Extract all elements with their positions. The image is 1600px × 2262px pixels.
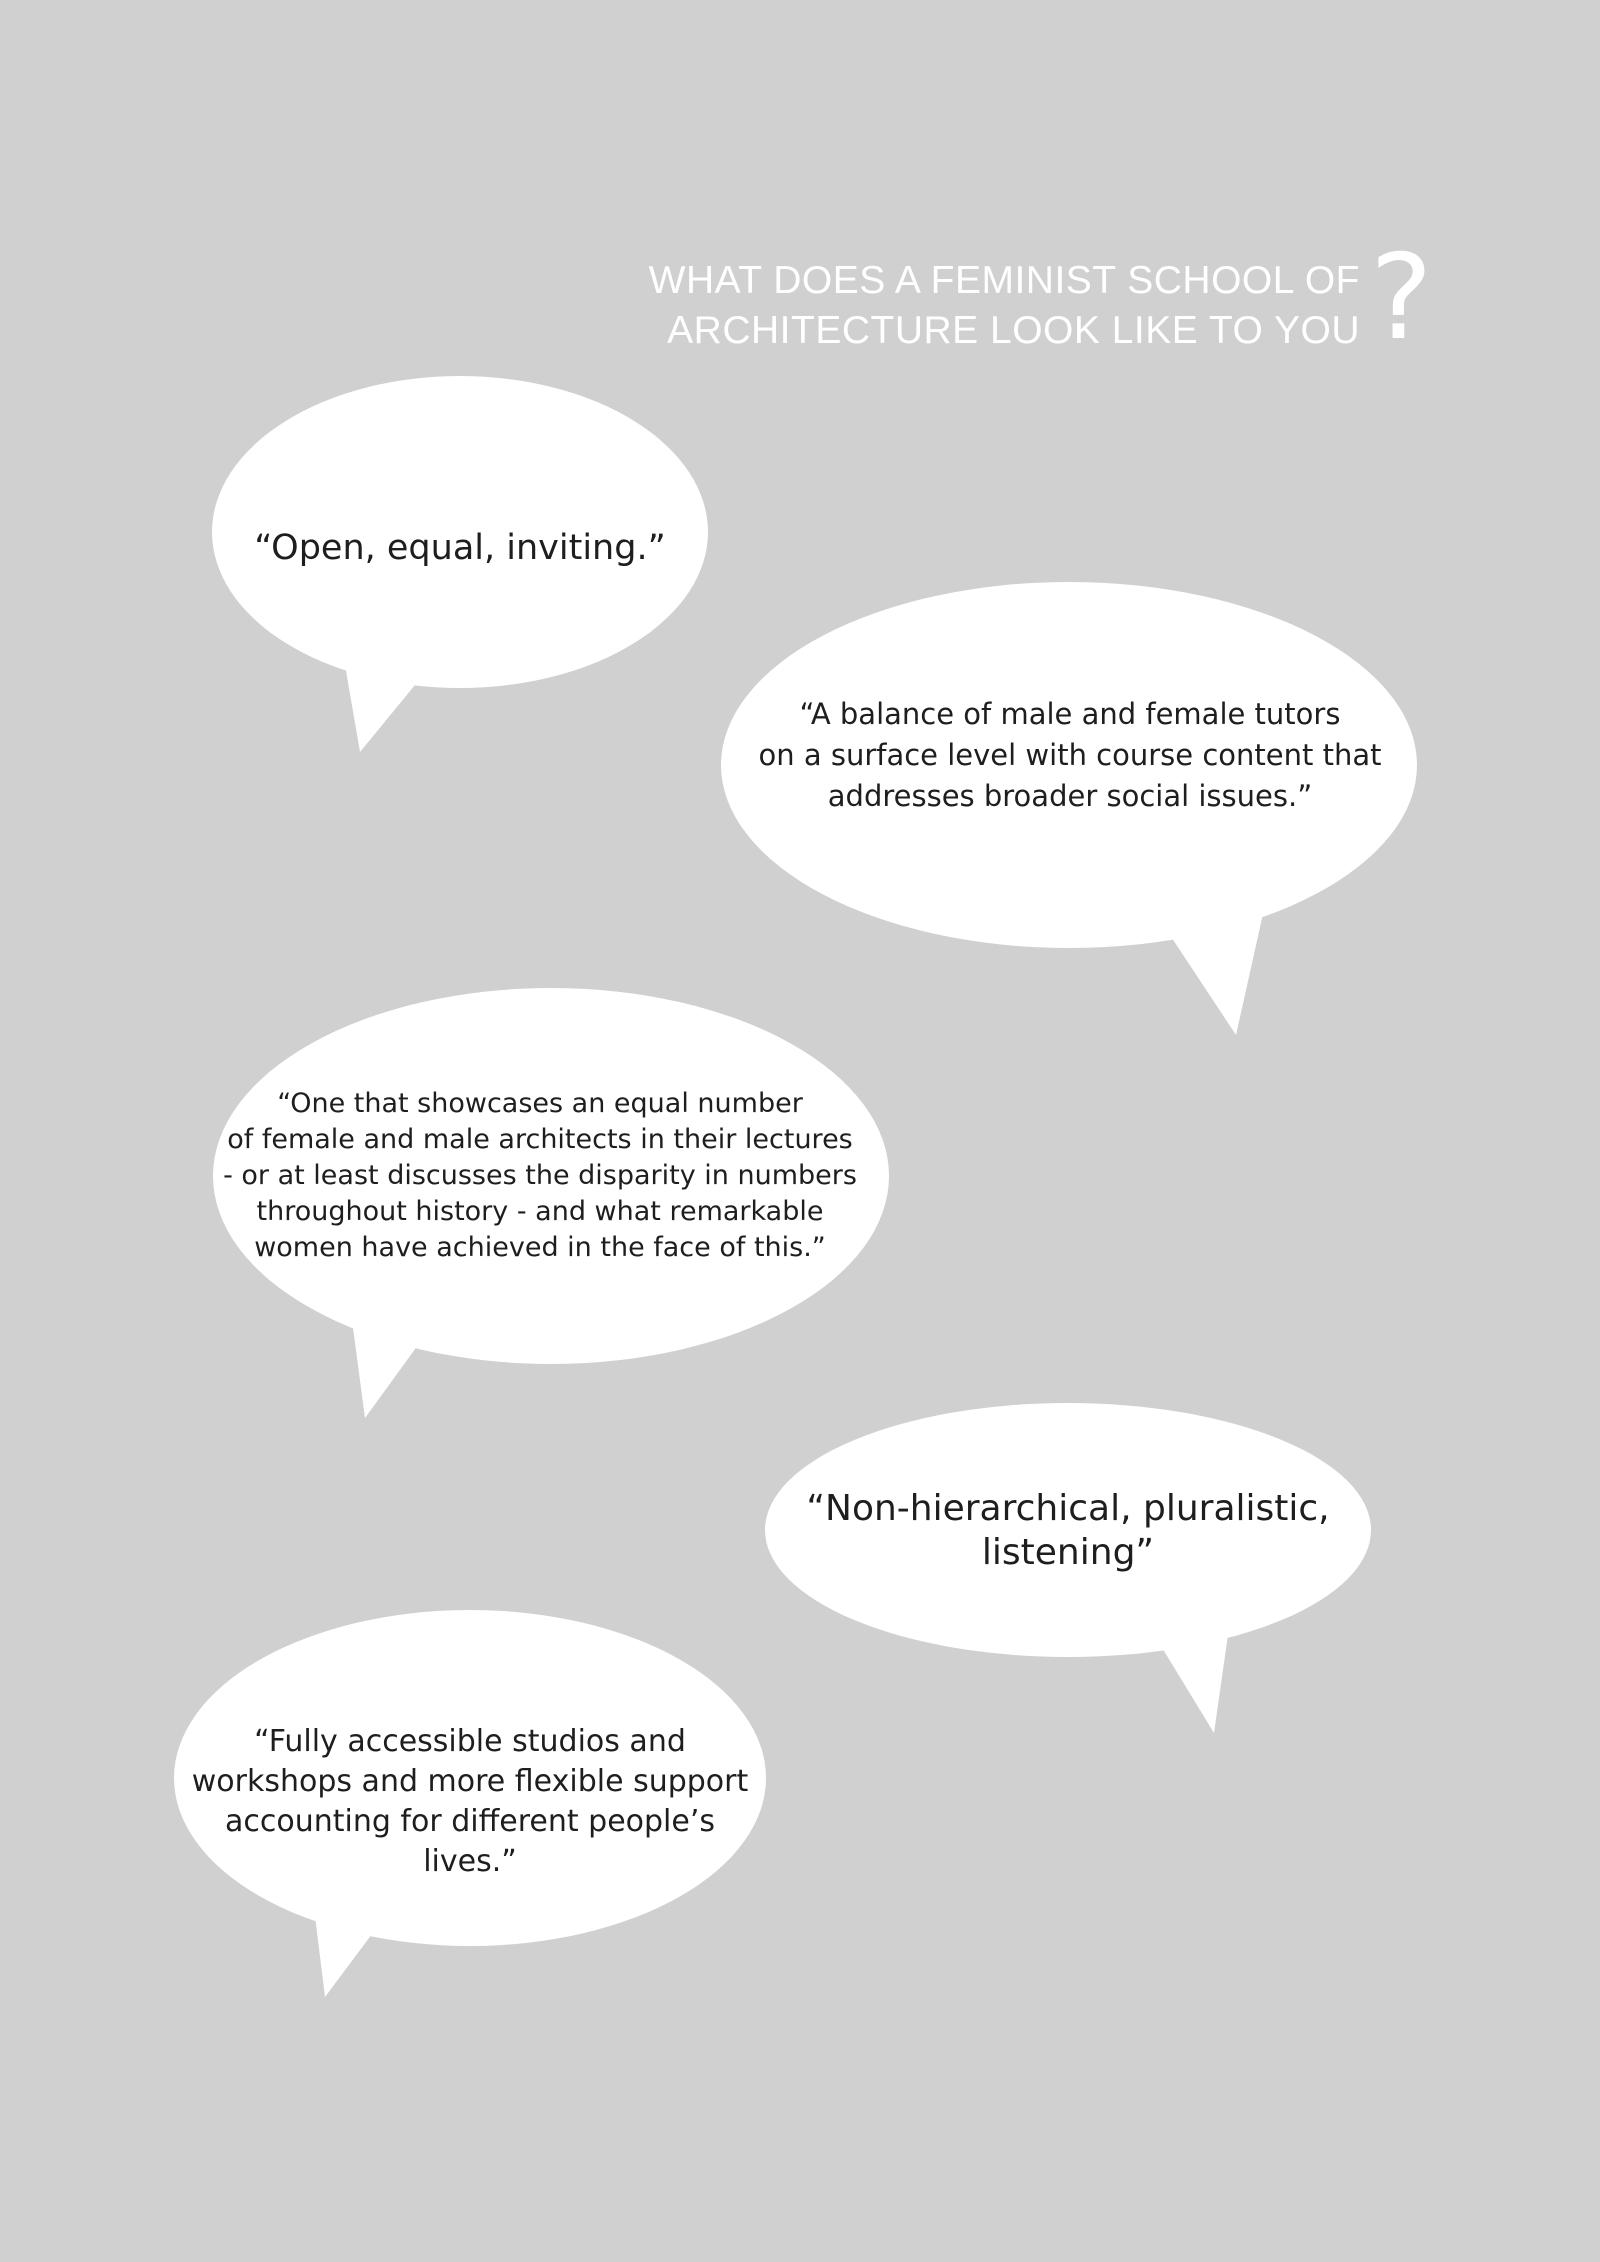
question-mark-glyph: ? (1370, 228, 1433, 366)
quote-3 (210, 1086, 870, 1266)
quote-1-line: “Open, equal, inviting.” (254, 528, 666, 568)
quote-2-line: “A balance of male and female tutors (799, 697, 1341, 731)
quote-2 (720, 694, 1420, 817)
quote-5-line: “Fully accessible studios and (254, 1724, 686, 1759)
quote-4-line: listening” (981, 1532, 1155, 1573)
quote-3-line: of female and male architects in their lectures (227, 1124, 853, 1155)
quote-1 (210, 523, 710, 573)
quote-2-line: on a surface level with course content that (758, 738, 1382, 772)
heading-line-1: WHAT DOES A FEMINIST SCHOOL OF (648, 259, 1360, 302)
quote-5-line: workshops and more flexible support (191, 1764, 749, 1799)
quote-5-line: lives.” (423, 1844, 517, 1879)
page-heading (560, 256, 1360, 356)
quote-5 (180, 1722, 760, 1882)
quote-3-line: “One that showcases an equal number (277, 1088, 803, 1119)
quote-3-line: - or at least discusses the disparity in numbers (223, 1160, 857, 1191)
quote-3-line: women have achieved in the face of this.” (254, 1232, 826, 1263)
quote-5-line: accounting for different people’s (224, 1804, 716, 1839)
quote-4-line: “Non-hierarchical, pluralistic, (806, 1488, 1330, 1529)
quote-2-line: addresses broader social issues.” (827, 779, 1313, 813)
quote-3-line: throughout history - and what remarkable (256, 1196, 824, 1227)
quote-4 (768, 1487, 1368, 1575)
heading-line-2: ARCHITECTURE LOOK LIKE TO YOU (667, 309, 1360, 352)
